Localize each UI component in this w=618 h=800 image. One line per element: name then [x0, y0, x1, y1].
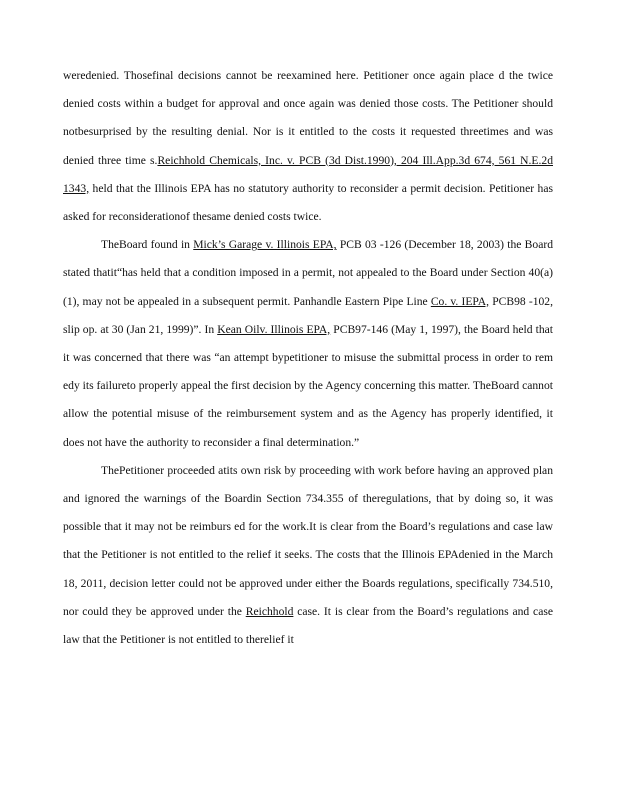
paragraph-2-text: TheBoard found in: [101, 238, 194, 252]
paragraph-2: [63, 231, 553, 457]
paragraph-1-text: weredenied. Thosefinal decisions cannot be reexamined here. Petitioner once again place d the twice denied costs within a budget for approval and once again was denied those costs. The Petitioner should notbesurprised by the resulting denial. Nor is it entitled to the costs it requested threetimes and was denied three time s.: [63, 69, 553, 167]
paragraph-2-text-cont: PCB 03 -126 (December 18, 2003) the Board stated thatit“has held that a condition imposed in a permit, not appealed to the Board under Section 40(a)(1), may not be appealed in a subsequent permit. Panhandle Eastern Pipe Line: [63, 238, 554, 308]
paragraph-1-text-cont: held that the Illinois EPA has no statutory authority to reconsider a permit decision. Petitioner has asked for reconsiderationof thesame denied costs twice.: [63, 181, 553, 224]
paragraph-3-text-cont: case. It is clear from the Board’s regulations and case law that the Petitioner is not entitled to therelief it: [63, 604, 553, 647]
paragraph-1: [63, 62, 553, 231]
document-body: [63, 62, 553, 654]
case-citation-kean-oil: Kean Oilv. Illinois EPA,: [217, 322, 331, 336]
case-citation-micks-garage: Mick’s Garage v. Illinois EPA,: [193, 238, 337, 252]
paragraph-3: [63, 457, 553, 654]
case-citation-panhandle: Co. v. IEPA,: [430, 294, 490, 308]
paragraph-3-text: ThePetitioner proceeded atits own risk by proceeding with work before having an approved plan and ignored the warnings of the Boardin Section 734.355 of theregulations, that by doing so, it was possible that it may not be reimburs ed for the work.It is clear from the Board’s regulations and case law that the Petitioner is not entitled to the relief it seeks. The costs that the Illinois EPAdenied in the March 18, 2011, decision letter could not be approved under either the Boards regulations, specifically 734.510, nor could they be approved under the: [63, 463, 553, 618]
paragraph-2-text-cont-3: PCB97-146 (May 1, 1997), the Board held that it was concerned that there was “an attempt bypetitioner to misuse the submittal process in order to rem edy its failureto properly appeal the first decision by the Agency concerning this matter. TheBoard cannot allow the potential misuse of the reimbursement system and as the Agency has properly identified, it does not have the authority to reconsider a final determination.”: [63, 322, 554, 449]
case-citation-reichhold-short: Reichhold: [245, 604, 294, 618]
paragraph-2-text-cont-2: PCB98 -102, slip op. at 30 (Jan 21, 1999)”. In: [63, 294, 553, 336]
case-citation-reichhold: Reichhold Chemicals, Inc. v. PCB (3d Dist.1990), 204 Ill.App.3d 674, 561 N.E.2d 1343,: [63, 153, 553, 195]
